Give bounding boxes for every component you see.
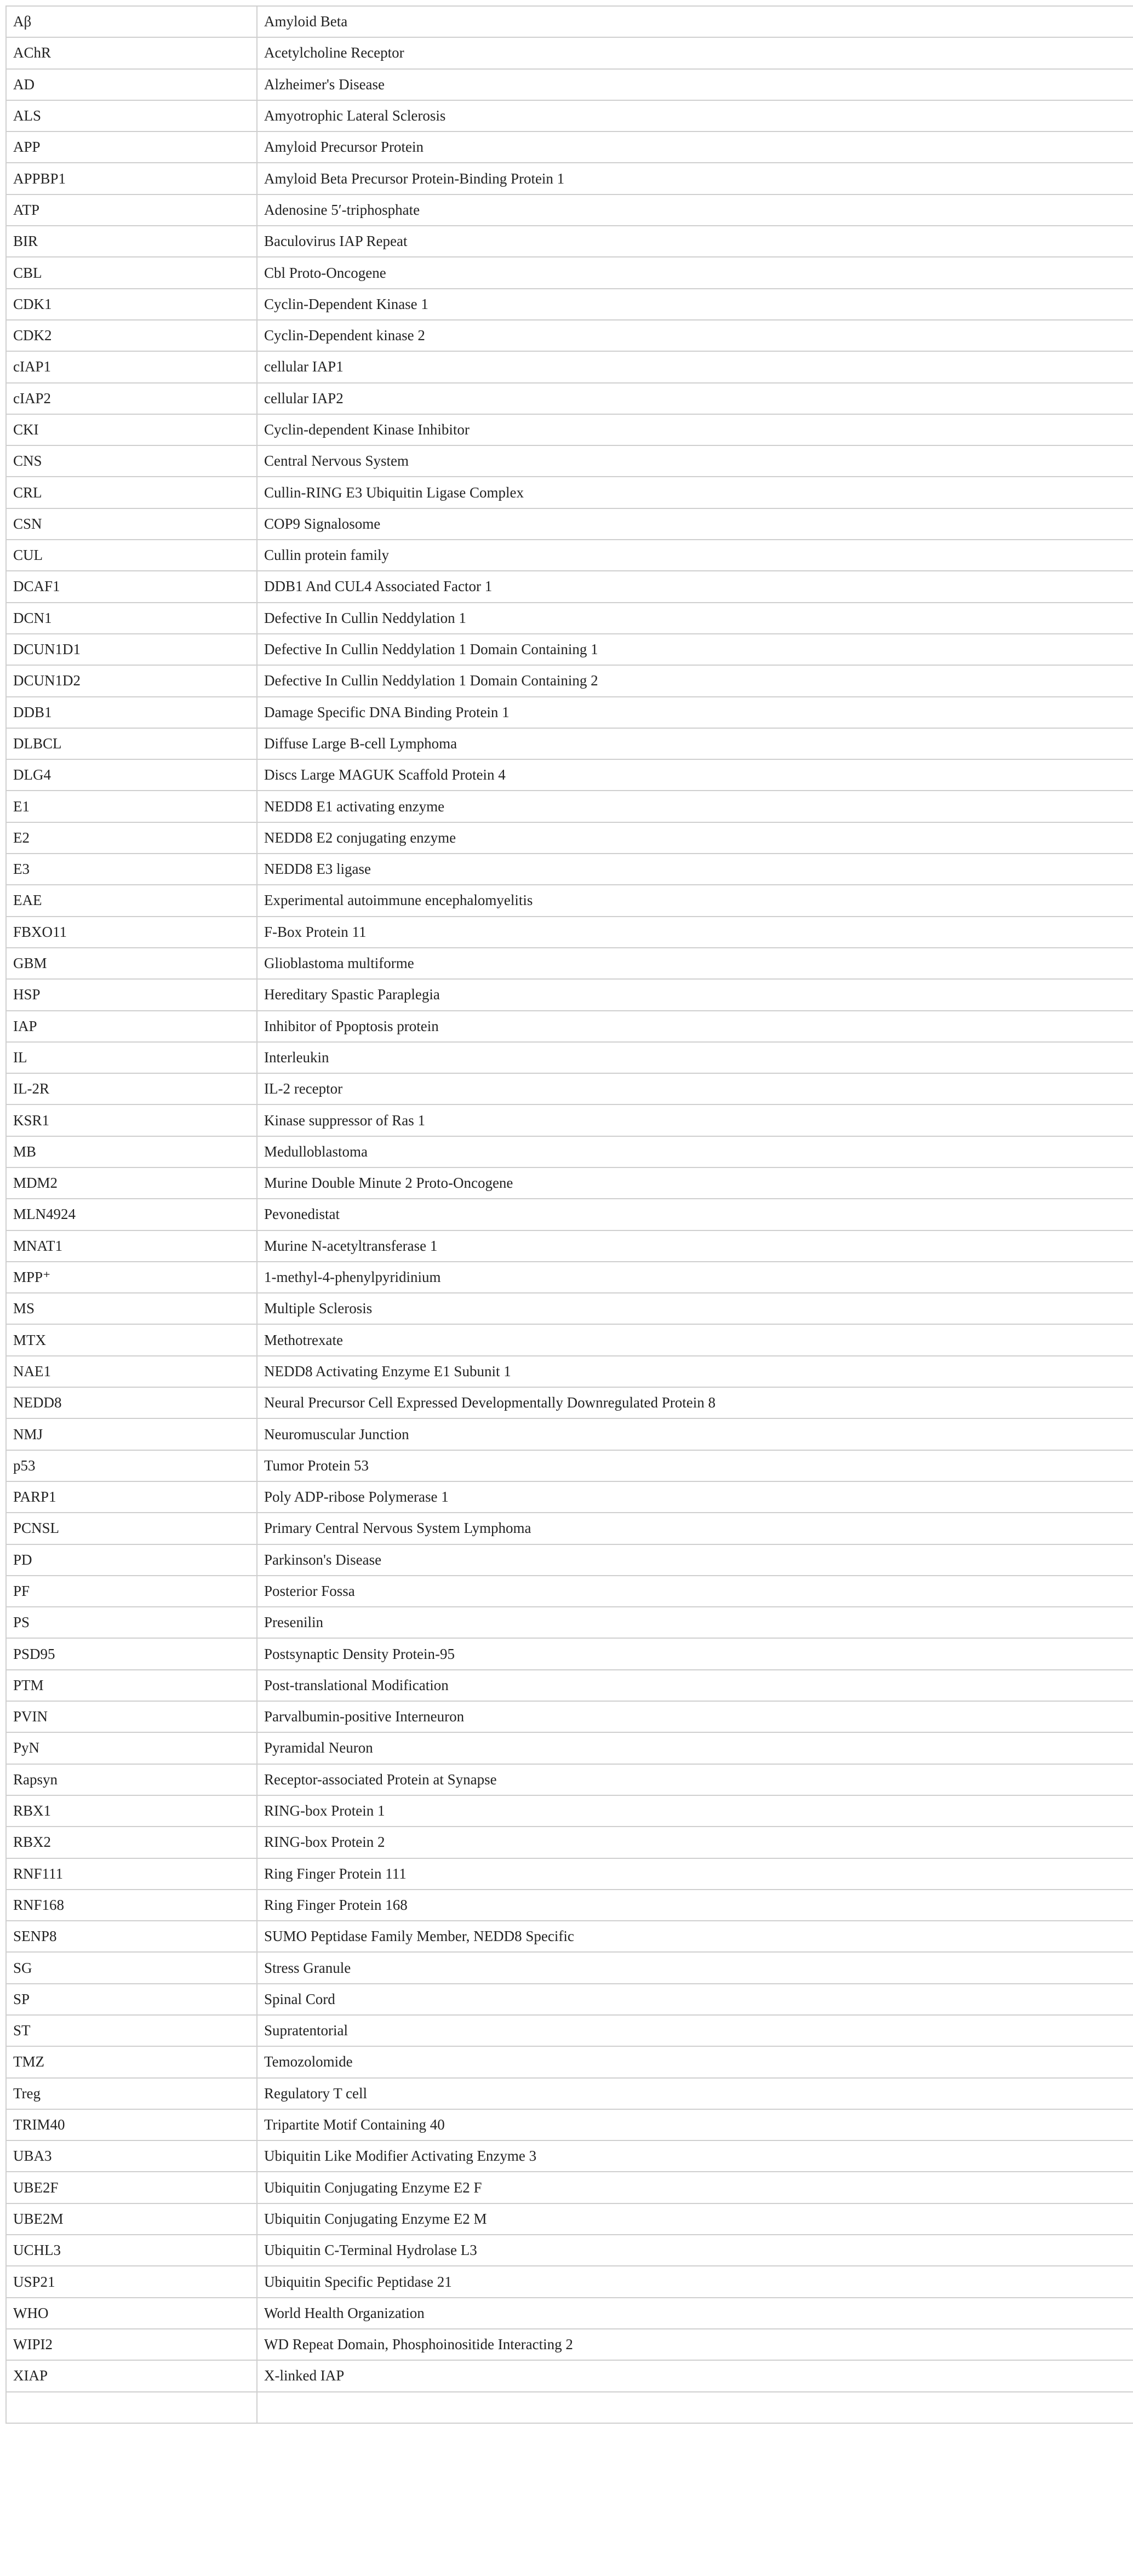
abbreviation-cell: APP bbox=[6, 131, 257, 163]
abbreviation-cell: Treg bbox=[6, 2078, 257, 2109]
table-row bbox=[6, 2109, 1133, 2140]
table-row bbox=[6, 1073, 1133, 1104]
abbreviations-table bbox=[5, 5, 1133, 2424]
definition-cell: Pyramidal Neuron bbox=[257, 1732, 1133, 1764]
definition-cell: NEDD8 Activating Enzyme E1 Subunit 1 bbox=[257, 1356, 1133, 1387]
abbreviations-table-body bbox=[6, 6, 1133, 2423]
abbreviation-cell: NEDD8 bbox=[6, 1387, 257, 1418]
abbreviation-cell: p53 bbox=[6, 1450, 257, 1481]
definition-cell: Ubiquitin Conjugating Enzyme E2 M bbox=[257, 2203, 1133, 2235]
abbreviation-cell: SENP8 bbox=[6, 1921, 257, 1952]
abbreviation-cell: PTM bbox=[6, 1670, 257, 1701]
table-row bbox=[6, 1607, 1133, 1638]
abbreviation-cell: CNS bbox=[6, 445, 257, 477]
definition-cell: Cullin protein family bbox=[257, 540, 1133, 571]
abbreviation-cell: MB bbox=[6, 1136, 257, 1167]
table-row bbox=[6, 2046, 1133, 2077]
table-row bbox=[6, 665, 1133, 696]
definition-cell: NEDD8 E1 activating enzyme bbox=[257, 791, 1133, 822]
abbreviation-cell bbox=[6, 2392, 257, 2423]
definition-cell: Neuromuscular Junction bbox=[257, 1418, 1133, 1450]
definition-cell: Amyloid Beta Precursor Protein-Binding Protein 1 bbox=[257, 163, 1133, 194]
abbreviation-cell: CBL bbox=[6, 257, 257, 288]
table-row bbox=[6, 1732, 1133, 1764]
definition-cell: Baculovirus IAP Repeat bbox=[257, 226, 1133, 257]
definition-cell: Amyloid Precursor Protein bbox=[257, 131, 1133, 163]
abbreviation-cell: DDB1 bbox=[6, 697, 257, 728]
abbreviation-cell: CDK1 bbox=[6, 289, 257, 320]
abbreviation-cell: MPP⁺ bbox=[6, 1262, 257, 1293]
table-row bbox=[6, 1136, 1133, 1167]
definition-cell: X-linked IAP bbox=[257, 2360, 1133, 2391]
definition-cell: COP9 Signalosome bbox=[257, 508, 1133, 540]
table-row bbox=[6, 1104, 1133, 1136]
abbreviation-cell: DCAF1 bbox=[6, 571, 257, 602]
abbreviation-cell: BIR bbox=[6, 226, 257, 257]
table-row bbox=[6, 571, 1133, 602]
definition-cell: Postsynaptic Density Protein-95 bbox=[257, 1638, 1133, 1669]
abbreviation-cell: DCUN1D2 bbox=[6, 665, 257, 696]
definition-cell: Alzheimer's Disease bbox=[257, 69, 1133, 100]
abbreviation-cell: UBA3 bbox=[6, 2140, 257, 2172]
abbreviation-cell: PD bbox=[6, 1544, 257, 1576]
abbreviation-cell: MLN4924 bbox=[6, 1199, 257, 1230]
abbreviation-cell: NMJ bbox=[6, 1418, 257, 1450]
definition-cell: WD Repeat Domain, Phosphoinositide Interacting 2 bbox=[257, 2329, 1133, 2360]
abbreviation-cell: FBXO11 bbox=[6, 917, 257, 948]
definition-cell: DDB1 And CUL4 Associated Factor 1 bbox=[257, 571, 1133, 602]
definition-cell: Defective In Cullin Neddylation 1 Domain Containing 1 bbox=[257, 634, 1133, 665]
definition-cell: SUMO Peptidase Family Member, NEDD8 Specific bbox=[257, 1921, 1133, 1952]
table-row bbox=[6, 414, 1133, 445]
table-row bbox=[6, 603, 1133, 634]
abbreviation-cell: AChR bbox=[6, 37, 257, 68]
definition-cell: Central Nervous System bbox=[257, 445, 1133, 477]
definition-cell: Defective In Cullin Neddylation 1 Domain Containing 2 bbox=[257, 665, 1133, 696]
table-row bbox=[6, 289, 1133, 320]
definition-cell: Diffuse Large B-cell Lymphoma bbox=[257, 728, 1133, 759]
definition-cell: Ring Finger Protein 111 bbox=[257, 1858, 1133, 1890]
table-row bbox=[6, 2360, 1133, 2391]
definition-cell: Cbl Proto-Oncogene bbox=[257, 257, 1133, 288]
table-row bbox=[6, 634, 1133, 665]
abbreviation-cell: ALS bbox=[6, 100, 257, 131]
abbreviation-cell: Rapsyn bbox=[6, 1764, 257, 1795]
abbreviation-cell: UBE2M bbox=[6, 2203, 257, 2235]
abbreviation-cell: WIPI2 bbox=[6, 2329, 257, 2360]
definition-cell: World Health Organization bbox=[257, 2298, 1133, 2329]
table-row bbox=[6, 2298, 1133, 2329]
table-row bbox=[6, 1450, 1133, 1481]
table-row bbox=[6, 6, 1133, 37]
abbreviation-cell: TRIM40 bbox=[6, 2109, 257, 2140]
abbreviation-cell: TMZ bbox=[6, 2046, 257, 2077]
definition-cell: Parkinson's Disease bbox=[257, 1544, 1133, 1576]
table-row bbox=[6, 383, 1133, 414]
table-row bbox=[6, 445, 1133, 477]
abbreviation-cell: CUL bbox=[6, 540, 257, 571]
table-row bbox=[6, 1858, 1133, 1890]
abbreviation-cell: USP21 bbox=[6, 2266, 257, 2297]
table-row bbox=[6, 1042, 1133, 1073]
abbreviation-cell: HSP bbox=[6, 979, 257, 1010]
table-row bbox=[6, 1356, 1133, 1387]
definition-cell: 1-methyl-4-phenylpyridinium bbox=[257, 1262, 1133, 1293]
definition-cell: Glioblastoma multiforme bbox=[257, 948, 1133, 979]
table-row bbox=[6, 1230, 1133, 1262]
definition-cell: IL-2 receptor bbox=[257, 1073, 1133, 1104]
abbreviation-cell: Aβ bbox=[6, 6, 257, 37]
abbreviation-cell: E2 bbox=[6, 822, 257, 854]
definition-cell: Kinase suppressor of Ras 1 bbox=[257, 1104, 1133, 1136]
table-row bbox=[6, 1481, 1133, 1513]
table-row bbox=[6, 885, 1133, 916]
definition-cell: NEDD8 E3 ligase bbox=[257, 854, 1133, 885]
table-row bbox=[6, 697, 1133, 728]
definition-cell: F-Box Protein 11 bbox=[257, 917, 1133, 948]
definition-cell: Ubiquitin C-Terminal Hydrolase L3 bbox=[257, 2235, 1133, 2266]
definition-cell: Interleukin bbox=[257, 1042, 1133, 1073]
definition-cell: cellular IAP2 bbox=[257, 383, 1133, 414]
abbreviation-cell: WHO bbox=[6, 2298, 257, 2329]
definition-cell: Tumor Protein 53 bbox=[257, 1450, 1133, 1481]
abbreviation-cell: CKI bbox=[6, 414, 257, 445]
abbreviation-cell: DCUN1D1 bbox=[6, 634, 257, 665]
table-row bbox=[6, 2235, 1133, 2266]
definition-cell: Ubiquitin Specific Peptidase 21 bbox=[257, 2266, 1133, 2297]
abbreviation-cell: IL-2R bbox=[6, 1073, 257, 1104]
table-row bbox=[6, 2172, 1133, 2203]
abbreviation-cell: PF bbox=[6, 1576, 257, 1607]
table-row bbox=[6, 1324, 1133, 1355]
definition-cell: cellular IAP1 bbox=[257, 351, 1133, 382]
table-row bbox=[6, 226, 1133, 257]
abbreviation-cell: MTX bbox=[6, 1324, 257, 1355]
abbreviation-cell: IAP bbox=[6, 1011, 257, 1042]
abbreviation-cell: AD bbox=[6, 69, 257, 100]
definition-cell: Ubiquitin Conjugating Enzyme E2 F bbox=[257, 2172, 1133, 2203]
table-row bbox=[6, 1513, 1133, 1544]
abbreviation-cell: DLG4 bbox=[6, 759, 257, 791]
table-row bbox=[6, 791, 1133, 822]
abbreviation-cell: KSR1 bbox=[6, 1104, 257, 1136]
abbreviation-cell: UBE2F bbox=[6, 2172, 257, 2203]
abbreviation-cell: DCN1 bbox=[6, 603, 257, 634]
abbreviation-cell: ATP bbox=[6, 194, 257, 226]
abbreviation-cell: cIAP1 bbox=[6, 351, 257, 382]
table-row bbox=[6, 1576, 1133, 1607]
definition-cell: Cyclin-Dependent Kinase 1 bbox=[257, 289, 1133, 320]
abbreviation-cell: RNF111 bbox=[6, 1858, 257, 1890]
table-row bbox=[6, 1795, 1133, 1827]
table-row bbox=[6, 69, 1133, 100]
abbreviation-cell: SP bbox=[6, 1984, 257, 2015]
table-row bbox=[6, 194, 1133, 226]
definition-cell: RING-box Protein 2 bbox=[257, 1827, 1133, 1858]
definition-cell: Stress Granule bbox=[257, 1952, 1133, 1983]
definition-cell bbox=[257, 2392, 1133, 2423]
abbreviations-table-container bbox=[5, 5, 1133, 2424]
definition-cell: Poly ADP-ribose Polymerase 1 bbox=[257, 1481, 1133, 1513]
table-row bbox=[6, 163, 1133, 194]
definition-cell: Adenosine 5′-triphosphate bbox=[257, 194, 1133, 226]
abbreviation-cell: PVIN bbox=[6, 1701, 257, 1732]
table-row bbox=[6, 1262, 1133, 1293]
table-row bbox=[6, 540, 1133, 571]
definition-cell: Pevonedistat bbox=[257, 1199, 1133, 1230]
table-row bbox=[6, 320, 1133, 351]
table-row bbox=[6, 1890, 1133, 1921]
abbreviation-cell: RBX2 bbox=[6, 1827, 257, 1858]
table-row bbox=[6, 1293, 1133, 1324]
definition-cell: Posterior Fossa bbox=[257, 1576, 1133, 1607]
table-row bbox=[6, 1011, 1133, 1042]
abbreviation-cell: MNAT1 bbox=[6, 1230, 257, 1262]
abbreviation-cell: PSD95 bbox=[6, 1638, 257, 1669]
definition-cell: Cyclin-dependent Kinase Inhibitor bbox=[257, 414, 1133, 445]
table-row bbox=[6, 1199, 1133, 1230]
abbreviation-cell: MS bbox=[6, 1293, 257, 1324]
abbreviation-cell: CSN bbox=[6, 508, 257, 540]
definition-cell: Medulloblastoma bbox=[257, 1136, 1133, 1167]
definition-cell: Amyloid Beta bbox=[257, 6, 1133, 37]
abbreviation-cell: PS bbox=[6, 1607, 257, 1638]
table-row bbox=[6, 759, 1133, 791]
table-row bbox=[6, 477, 1133, 508]
table-row bbox=[6, 979, 1133, 1010]
table-row bbox=[6, 948, 1133, 979]
table-row bbox=[6, 2203, 1133, 2235]
table-row bbox=[6, 1387, 1133, 1418]
definition-cell: Cyclin-Dependent kinase 2 bbox=[257, 320, 1133, 351]
definition-cell: Spinal Cord bbox=[257, 1984, 1133, 2015]
table-row bbox=[6, 2078, 1133, 2109]
definition-cell: Methotrexate bbox=[257, 1324, 1133, 1355]
definition-cell: Hereditary Spastic Paraplegia bbox=[257, 979, 1133, 1010]
table-row bbox=[6, 917, 1133, 948]
table-row bbox=[6, 37, 1133, 68]
table-row bbox=[6, 508, 1133, 540]
abbreviation-cell: E1 bbox=[6, 791, 257, 822]
table-row bbox=[6, 1167, 1133, 1199]
abbreviation-cell: PARP1 bbox=[6, 1481, 257, 1513]
table-row bbox=[6, 351, 1133, 382]
abbreviation-cell: PCNSL bbox=[6, 1513, 257, 1544]
abbreviation-cell: ST bbox=[6, 2015, 257, 2046]
abbreviation-cell: CRL bbox=[6, 477, 257, 508]
definition-cell: Murine Double Minute 2 Proto-Oncogene bbox=[257, 1167, 1133, 1199]
abbreviation-cell: DLBCL bbox=[6, 728, 257, 759]
definition-cell: Acetylcholine Receptor bbox=[257, 37, 1133, 68]
definition-cell: Supratentorial bbox=[257, 2015, 1133, 2046]
table-row bbox=[6, 2392, 1133, 2423]
abbreviation-cell: EAE bbox=[6, 885, 257, 916]
definition-cell: Parvalbumin-positive Interneuron bbox=[257, 1701, 1133, 1732]
table-row bbox=[6, 2015, 1133, 2046]
abbreviation-cell: PyN bbox=[6, 1732, 257, 1764]
table-row bbox=[6, 1984, 1133, 2015]
table-row bbox=[6, 131, 1133, 163]
definition-cell: Cullin-RING E3 Ubiquitin Ligase Complex bbox=[257, 477, 1133, 508]
table-row bbox=[6, 2266, 1133, 2297]
definition-cell: Primary Central Nervous System Lymphoma bbox=[257, 1513, 1133, 1544]
definition-cell: Damage Specific DNA Binding Protein 1 bbox=[257, 697, 1133, 728]
definition-cell: Temozolomide bbox=[257, 2046, 1133, 2077]
definition-cell: Tripartite Motif Containing 40 bbox=[257, 2109, 1133, 2140]
table-row bbox=[6, 1921, 1133, 1952]
definition-cell: Murine N-acetyltransferase 1 bbox=[257, 1230, 1133, 1262]
definition-cell: NEDD8 E2 conjugating enzyme bbox=[257, 822, 1133, 854]
table-row bbox=[6, 728, 1133, 759]
definition-cell: Presenilin bbox=[257, 1607, 1133, 1638]
definition-cell: Experimental autoimmune encephalomyelitis bbox=[257, 885, 1133, 916]
abbreviation-cell: MDM2 bbox=[6, 1167, 257, 1199]
abbreviation-cell: SG bbox=[6, 1952, 257, 1983]
table-row bbox=[6, 1638, 1133, 1669]
definition-cell: Inhibitor of Ppoptosis protein bbox=[257, 1011, 1133, 1042]
table-row bbox=[6, 822, 1133, 854]
definition-cell: Amyotrophic Lateral Sclerosis bbox=[257, 100, 1133, 131]
definition-cell: Ubiquitin Like Modifier Activating Enzyme 3 bbox=[257, 2140, 1133, 2172]
table-row bbox=[6, 1952, 1133, 1983]
abbreviation-cell: XIAP bbox=[6, 2360, 257, 2391]
definition-cell: Receptor-associated Protein at Synapse bbox=[257, 1764, 1133, 1795]
abbreviation-cell: IL bbox=[6, 1042, 257, 1073]
table-row bbox=[6, 1670, 1133, 1701]
abbreviation-cell: CDK2 bbox=[6, 320, 257, 351]
table-row bbox=[6, 854, 1133, 885]
definition-cell: Defective In Cullin Neddylation 1 bbox=[257, 603, 1133, 634]
definition-cell: Discs Large MAGUK Scaffold Protein 4 bbox=[257, 759, 1133, 791]
table-row bbox=[6, 1418, 1133, 1450]
abbreviation-cell: E3 bbox=[6, 854, 257, 885]
table-row bbox=[6, 2140, 1133, 2172]
definition-cell: Regulatory T cell bbox=[257, 2078, 1133, 2109]
abbreviation-cell: UCHL3 bbox=[6, 2235, 257, 2266]
abbreviation-cell: NAE1 bbox=[6, 1356, 257, 1387]
table-row bbox=[6, 1764, 1133, 1795]
definition-cell: Multiple Sclerosis bbox=[257, 1293, 1133, 1324]
abbreviation-cell: APPBP1 bbox=[6, 163, 257, 194]
table-row bbox=[6, 2329, 1133, 2360]
table-row bbox=[6, 1701, 1133, 1732]
definition-cell: Post-translational Modification bbox=[257, 1670, 1133, 1701]
definition-cell: Neural Precursor Cell Expressed Developmentally Downregulated Protein 8 bbox=[257, 1387, 1133, 1418]
abbreviation-cell: RNF168 bbox=[6, 1890, 257, 1921]
abbreviation-cell: RBX1 bbox=[6, 1795, 257, 1827]
table-row bbox=[6, 100, 1133, 131]
definition-cell: Ring Finger Protein 168 bbox=[257, 1890, 1133, 1921]
table-row bbox=[6, 1827, 1133, 1858]
definition-cell: RING-box Protein 1 bbox=[257, 1795, 1133, 1827]
table-row bbox=[6, 257, 1133, 288]
abbreviation-cell: GBM bbox=[6, 948, 257, 979]
table-row bbox=[6, 1544, 1133, 1576]
abbreviation-cell: cIAP2 bbox=[6, 383, 257, 414]
